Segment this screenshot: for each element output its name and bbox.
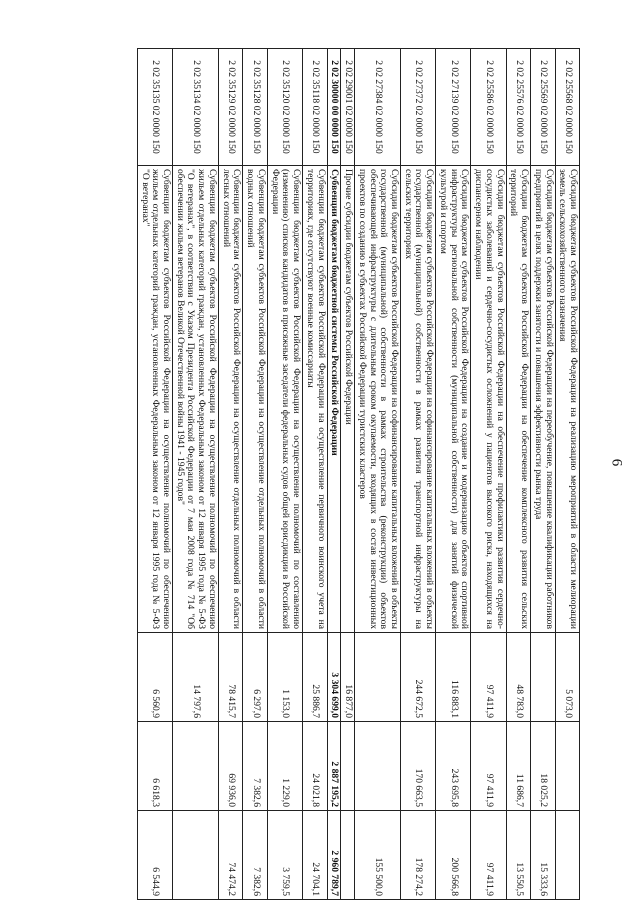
row-name-cell: Субсидии бюджетам субъектов Российской Федерации на реализацию мероприятий в области мелиорации земель сельскохозяйственного назначения <box>555 166 579 633</box>
table-row <box>471 49 506 900</box>
row-value-cell: 14 797,6 <box>173 633 219 722</box>
row-code-cell: 2 02 27139 02 0000 150 <box>436 49 471 166</box>
row-value-cell: 6 544,9 <box>137 811 172 900</box>
row-value-cell: 155 500,0 <box>355 811 401 900</box>
table-row <box>355 49 401 900</box>
row-value-cell: 200 566,8 <box>436 811 471 900</box>
row-value-cell: 1 229,0 <box>267 722 302 811</box>
row-value-cell: 6 560,9 <box>137 633 172 722</box>
table-row <box>531 49 555 900</box>
row-value-cell <box>173 811 219 900</box>
row-code-cell: 2 02 25586 02 0000 150 <box>471 49 506 166</box>
row-name-cell: Субвенции бюджетам субъектов Российской Федерации на осуществление полномочий по составлению (изменению) списков кандидатов в присяжные заседатели федеральных судов общей юрисдикции в Российской Федерации <box>267 166 302 633</box>
row-name-cell: Субвенции бюджетам субъектов Российской Федерации на осуществление полномочий по обеспечению жильем отдельных категорий граждан, установленных Федеральным законом от 12 января 1995 года № 5-ФЗ "О ветеранах", в соответствии с Указом Президента Российской Федерации от 7 мая 2008 года № 714 "Об обеспечении жильем ветеранов Великой Отечественной войны 1941 - 1945 годов" <box>173 166 219 633</box>
budget-table-body <box>137 49 579 900</box>
table-row <box>506 49 530 900</box>
table-row <box>341 49 355 900</box>
row-value-cell: 16 877,0 <box>341 633 355 722</box>
row-value-cell: 3 304 699,0 <box>327 633 341 722</box>
row-value-cell: 2 960 789,7 <box>327 811 341 900</box>
row-value-cell: 78 415,7 <box>218 633 242 722</box>
table-row <box>327 49 341 900</box>
row-value-cell: 7 382,6 <box>243 811 267 900</box>
table-row <box>173 49 219 900</box>
row-code-cell: 2 02 27384 02 0000 150 <box>355 49 401 166</box>
row-value-cell <box>555 811 579 900</box>
row-code-cell: 2 02 29001 02 0000 150 <box>341 49 355 166</box>
row-value-cell: 2 887 195,2 <box>327 722 341 811</box>
row-value-cell: 178 274,2 <box>400 811 435 900</box>
table-row <box>436 49 471 900</box>
row-value-cell: 74 474,2 <box>218 811 242 900</box>
row-name-cell: Субвенции бюджетам субъектов Российской Федерации на осуществление первичного воинского учета на территориях, где отсутствуют военные комиссариаты <box>303 166 327 633</box>
row-value-cell: 5 073,0 <box>555 633 579 722</box>
row-value-cell: 116 883,1 <box>436 633 471 722</box>
budget-table-wrapper <box>60 48 580 896</box>
table-row <box>137 49 172 900</box>
row-code-cell: 2 02 25576 02 0000 150 <box>506 49 530 166</box>
row-value-cell: 6 618,3 <box>137 722 172 811</box>
row-name-cell: Субсидии бюджетам субъектов Российской Федерации на создание и модернизацию объектов спортивной инфраструктуры региональной собственности (муниципальной собственности) для занятий физической культурой и спортом <box>436 166 471 633</box>
row-name-cell: Субвенции бюджетам субъектов Российской Федерации на осуществление полномочий по обеспечению жильем отдельных категорий граждан, установленных Федеральным законом от 12 января 1995 года № 5-ФЗ "О ветеранах" <box>137 166 172 633</box>
row-name-cell: Субсидии бюджетам субъектов Российской Федерации на софинансирование капитальных вложений в объекты государственной (муниципальной) собственности в рамках развития транспортной инфраструктуры на сельских территориях <box>400 166 435 633</box>
row-value-cell <box>341 722 355 811</box>
table-row <box>400 49 435 900</box>
row-value-cell <box>555 722 579 811</box>
row-value-cell: 69 936,0 <box>218 722 242 811</box>
row-code-cell: 2 02 35134 02 0000 150 <box>173 49 219 166</box>
row-code-cell: 2 02 27372 02 0000 150 <box>400 49 435 166</box>
row-code-cell: 2 02 35135 02 0000 150 <box>137 49 172 166</box>
row-value-cell: 6 297,0 <box>243 633 267 722</box>
row-value-cell <box>531 633 555 722</box>
table-row <box>555 49 579 900</box>
row-value-cell: 97 411,9 <box>471 633 506 722</box>
row-code-cell: 2 02 25569 02 0000 150 <box>531 49 555 166</box>
table-row <box>303 49 327 900</box>
table-row <box>243 49 267 900</box>
rotated-page-content <box>60 48 580 896</box>
row-value-cell <box>173 722 219 811</box>
row-value-cell: 24 704,1 <box>303 811 327 900</box>
row-value-cell: 244 672,5 <box>400 633 435 722</box>
row-code-cell: 2 02 30000 00 0000 150 <box>327 49 341 166</box>
row-name-cell: Субсидии бюджетам субъектов Российской Федерации на софинансирование капитальных вложений в объекты государственной (муниципальной) собственности в рамках строительства (реконструкции) объектов обеспечивающей инфраструктуры с длительным сроком окупаемости, входящих в состав инвестиционных проектов по созданию в субъектах Российской Федерации туристских кластеров <box>355 166 401 633</box>
row-value-cell <box>341 811 355 900</box>
row-value-cell: 15 333,6 <box>531 811 555 900</box>
row-value-cell: 48 783,0 <box>506 633 530 722</box>
row-value-cell: 24 021,8 <box>303 722 327 811</box>
row-code-cell: 2 02 35128 02 0000 150 <box>243 49 267 166</box>
row-name-cell: Субсидии бюджетам субъектов Российской Федерации на переобучение, повышение квалификации работников предприятий в целях поддержки занятости и повышения эффективности рынка труда <box>531 166 555 633</box>
row-code-cell: 2 02 35118 02 0000 150 <box>303 49 327 166</box>
row-name-cell: Прочие субсидии бюджетам субъектов Российской Федерации <box>341 166 355 633</box>
row-code-cell: 2 02 35129 02 0000 150 <box>218 49 242 166</box>
row-value-cell <box>355 633 401 722</box>
row-value-cell: 3 759,5 <box>267 811 302 900</box>
row-name-cell: Субсидии бюджетам субъектов Российской Федерации на обеспечение комплексного развития сельских территорий <box>506 166 530 633</box>
row-name-cell: Субвенции бюджетам бюджетной системы Российской Федерации <box>327 166 341 633</box>
row-value-cell: 11 686,7 <box>506 722 530 811</box>
row-code-cell: 2 02 25568 02 0000 150 <box>555 49 579 166</box>
table-row <box>218 49 242 900</box>
row-value-cell: 170 663,5 <box>400 722 435 811</box>
budget-table <box>137 48 580 900</box>
row-value-cell: 1 153,0 <box>267 633 302 722</box>
row-code-cell: 2 02 35120 02 0000 150 <box>267 49 302 166</box>
row-name-cell: Субсидии бюджетам субъектов Российской Федерации на обеспечение профилактики развития сердечно-сосудистых заболеваний и сердечно-сосудистых осложнений у пациентов высокого риска, находящихся на диспансерном наблюдении <box>471 166 506 633</box>
row-value-cell: 97 411,9 <box>471 722 506 811</box>
row-name-cell: Субвенции бюджетам субъектов Российской Федерации на осуществление отдельных полномочий в области лесных отношений <box>218 166 242 633</box>
row-value-cell: 25 886,7 <box>303 633 327 722</box>
row-value-cell: 13 550,5 <box>506 811 530 900</box>
row-value-cell: 243 695,8 <box>436 722 471 811</box>
row-value-cell: 7 382,6 <box>243 722 267 811</box>
row-value-cell: 18 025,2 <box>531 722 555 811</box>
row-value-cell <box>355 722 401 811</box>
page-number: 6 <box>608 458 625 467</box>
table-row <box>267 49 302 900</box>
row-name-cell: Субвенции бюджетам субъектов Российской Федерации на осуществление отдельных полномочий в области водных отношений <box>243 166 267 633</box>
row-value-cell: 97 411,9 <box>471 811 506 900</box>
